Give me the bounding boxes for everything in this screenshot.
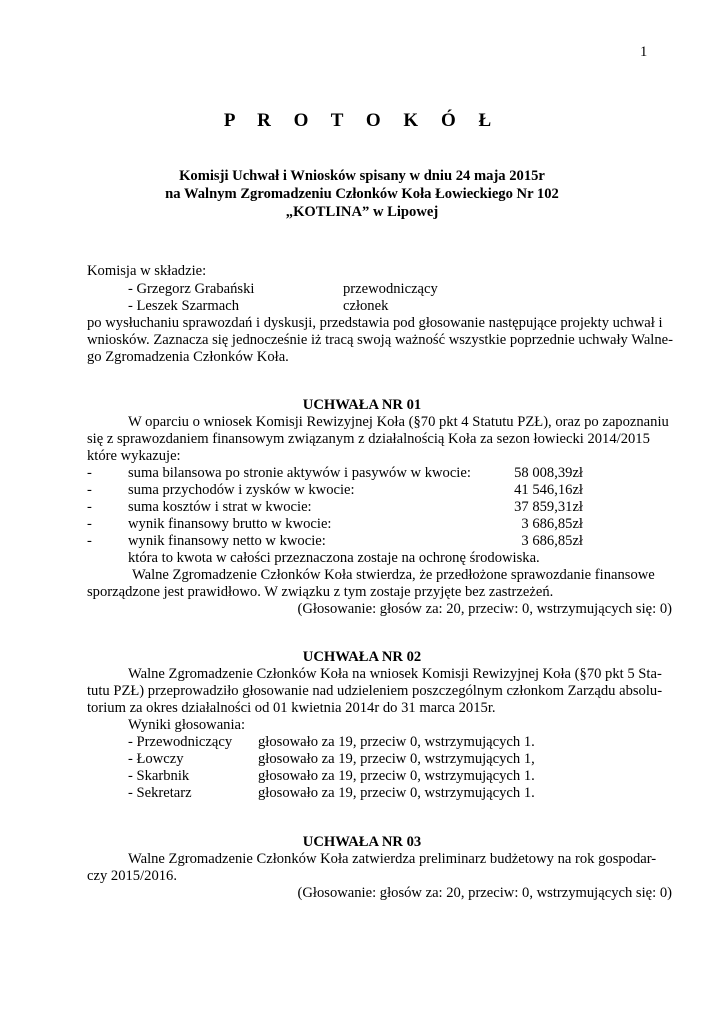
uchwala-1-closing-line: Walne Zgromadzenie Członków Koła stwierdza, że przedłożone sprawozdanie finansowe [132,567,655,583]
committee-intro: Komisja w składzie: [87,263,207,279]
result-vote: głosowało za 19, przeciw 0, wstrzymujących 1. [258,785,535,801]
result-role: - Łowczy [128,751,184,767]
uchwala-1-after: która to kwota w całości przeznaczona zostaje na ochronę środowiska. [128,550,540,566]
item-label: wynik finansowy netto w kwocie: [128,533,326,549]
uchwala-3-text-line: czy 2015/2016. [87,868,177,884]
item-value: 37 859,31zł [514,499,583,515]
committee-member-name: - Leszek Szarmach [128,298,240,314]
committee-member-role: przewodniczący [343,281,438,297]
committee-member-name: - Grzegorz Grabański [128,281,255,297]
uchwala-3-heading: UCHWAŁA NR 03 [302,834,422,850]
uchwala-1-text-line: które wykazuje: [87,448,181,464]
uchwala-2-heading: UCHWAŁA NR 02 [302,649,422,665]
subtitle-line-1: Komisji Uchwał i Wniosków spisany w dniu 24 maja 2015r [179,168,545,184]
item-value: 3 686,85zł [521,533,583,549]
result-vote: głosowało za 19, przeciw 0, wstrzymujących 1. [258,734,535,750]
item-label: suma przychodów i zysków w kwocie: [128,482,355,498]
uchwala-2-text-line: tutu PZŁ) przeprowadziło głosowanie nad udzieleniem poszczególnym członkom Zarządu absolu- [87,683,663,699]
uchwala-3-vote: (Głosowanie: głosów za: 20, przeciw: 0, wstrzymujących się: 0) [297,885,672,901]
result-vote: głosowało za 19, przeciw 0, wstrzymujących 1. [258,768,535,784]
document-title: P R O T O K Ó Ł [223,110,501,131]
item-value: 41 546,16zł [514,482,583,498]
committee-member-role: członek [343,298,389,314]
item-dash: - [87,482,92,498]
result-role: - Sekretarz [128,785,192,801]
item-label: wynik finansowy brutto w kwocie: [128,516,332,532]
uchwala-1-closing-line: sporządzone jest prawidłowo. W związku z tym zostaje przyjęte bez zastrzeżeń. [87,584,554,600]
item-dash: - [87,465,92,481]
page-number: 1 [640,44,648,60]
item-dash: - [87,499,92,515]
item-value: 58 008,39zł [514,465,583,481]
uchwala-2-text-line: torium za okres działalności od 01 kwietnia 2014r do 31 marca 2015r. [87,700,496,716]
uchwala-1-text-line: się z sprawozdaniem finansowym związanym z działalnością Koła za sezon łowiecki 2014/2015 [87,431,650,447]
uchwala-1-text-line: W oparciu o wniosek Komisji Rewizyjnej Koła (§70 pkt 4 Statutu PZŁ), oraz po zapoznaniu [128,414,669,430]
uchwala-2-text-line: Walne Zgromadzenie Członków Koła na wniosek Komisji Rewizyjnej Koła (§70 pkt 5 Sta- [128,666,662,682]
subtitle-line-3: „KOTLINA” w Lipowej [285,204,439,220]
item-label: suma bilansowa po stronie aktywów i pasywów w kwocie: [128,465,471,481]
committee-text-line: wniosków. Zaznacza się jednocześnie iż tracą swoją ważność wszystkie poprzednie uchwały Walne- [87,332,673,348]
item-dash: - [87,533,92,549]
result-vote: głosowało za 19, przeciw 0, wstrzymujących 1, [258,751,535,767]
committee-text-line: po wysłuchaniu sprawozdań i dyskusji, przedstawia pod głosowanie następujące projekty uchwał i [87,315,663,331]
item-label: suma kosztów i strat w kwocie: [128,499,312,515]
uchwala-1-heading: UCHWAŁA NR 01 [302,397,422,413]
item-dash: - [87,516,92,532]
item-value: 3 686,85zł [521,516,583,532]
uchwala-2-results-label: Wyniki głosowania: [128,717,246,733]
uchwala-1-vote: (Głosowanie: głosów za: 20, przeciw: 0, wstrzymujących się: 0) [297,601,672,617]
subtitle-line-2: na Walnym Zgromadzeniu Członków Koła Łowieckiego Nr 102 [165,186,559,202]
uchwala-3-text-line: Walne Zgromadzenie Członków Koła zatwierdza preliminarz budżetowy na rok gospodar- [128,851,657,867]
result-role: - Skarbnik [128,768,190,784]
committee-text-line: go Zgromadzenia Członków Koła. [87,349,289,365]
result-role: - Przewodniczący [128,734,233,750]
